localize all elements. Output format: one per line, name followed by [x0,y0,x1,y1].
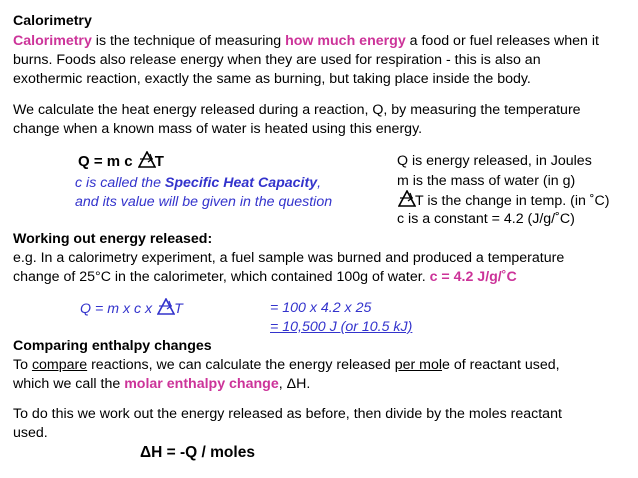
shc-pre: c is called the [75,175,165,191]
worked-result-1: = 100 x 4.2 x 25 [270,300,372,316]
legend-t: T is the change in temp. (in ˚C) [415,193,610,209]
working-heading: Working out energy released: [13,231,213,247]
worked-equation [80,299,183,319]
enthalpy-para-2-line-1: To do this we work out the energy released as before, then divide by the moles reactant [13,406,562,422]
intro-line-2: burns. Foods also release energy when they are used for respiration - this is also an [13,52,541,68]
enthalpy-l1-a: To [13,357,32,373]
enthalpy-line-2 [13,375,310,394]
enthalpy-para-2-line-2: used. [13,425,48,441]
shc-term: Specific Heat Capacity [164,175,318,191]
working-c-value: c = 4.2 J/g/˚C [429,269,517,285]
intro-emphasis: how much energy [285,33,406,49]
enthalpy-l2-b: , ΔH. [278,376,311,392]
formula [78,152,164,170]
intro-text-1: is the technique of measuring [91,33,286,49]
final-formula: ΔH = -Q / moles [140,444,255,461]
intro-line-1 [13,32,599,51]
per-mol-word: per mol [394,357,443,373]
delta-icon [157,299,173,315]
enthalpy-l2-a: which we call the [13,376,125,392]
shc-note-line-2: and its value will be given in the question [75,194,333,210]
worked-eq-t: T [174,301,183,317]
formula-right: T [154,153,164,170]
delta-icon [138,152,154,168]
compare-word: compare [31,357,88,373]
shc-post: , [317,175,322,191]
enthalpy-l1-b: reactions, we can calculate the energy released [87,357,395,373]
intro-text-2: a food or fuel releases when it [405,33,599,49]
worked-eq-left: Q = m x c x [80,301,153,317]
calc-line-1: We calculate the heat energy released during a reaction, Q, by measuring the temperature [13,102,581,118]
page-title: Calorimetry [13,13,92,29]
shc-note-line-1 [75,174,321,193]
legend-t-line [397,191,610,211]
working-line-1: e.g. In a calorimetry experiment, a fuel sample was burned and produced a temperature [13,250,565,266]
enthalpy-line-1 [13,356,560,375]
intro-line-3: exothermic reaction, exactly the same as burning, but taking place inside the body. [13,71,531,87]
calc-line-2: change when a known mass of water is heated using this energy. [13,121,423,137]
working-line-2-text: change of 25°C in the calorimeter, which contained 100g of water. [13,269,430,285]
molar-enthalpy-term: molar enthalpy change [124,376,279,392]
working-line-2 [13,268,517,287]
intro-term: Calorimetry [13,33,92,49]
worked-result-2: = 10,500 J (or 10.5 kJ) [270,319,413,335]
legend-c: c is a constant = 4.2 (J/g/˚C) [397,211,575,227]
enthalpy-l1-c: e of reactant used, [442,357,560,373]
legend-m: m is the mass of water (in g) [397,173,576,189]
enthalpy-heading: Comparing enthalpy changes [13,338,212,354]
legend-q: Q is energy released, in Joules [397,153,592,169]
formula-left: Q = m c [78,153,133,170]
delta-icon [398,191,414,207]
